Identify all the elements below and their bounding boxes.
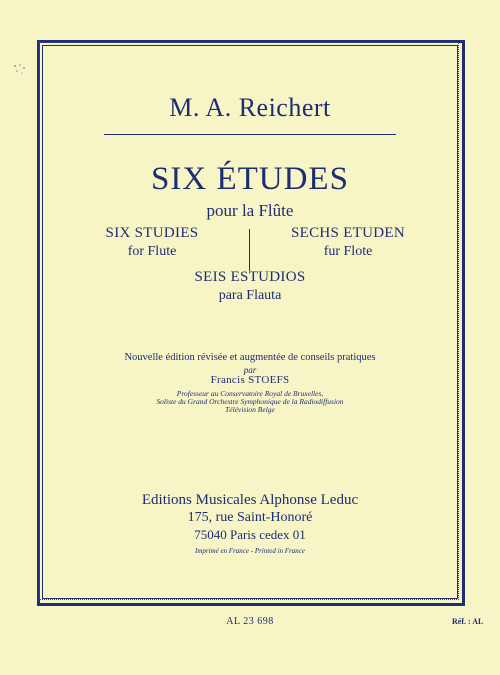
german-title-block [268,225,428,260]
edition-note: Nouvelle édition révisée et augmentée de conseils pratiques [124,352,376,363]
catalog-number: AL 23 698 [226,616,274,627]
publisher-name: Editions Musicales Alphonse Leduc [141,492,359,508]
subtitle-en: for Flute [127,244,177,259]
subtitle-de: fur Flote [323,244,373,259]
editor-credit-line-2: Soliste du Grand Orchestre Symphonique de la Radiodiffusion [156,397,344,406]
par-label: par [243,365,257,375]
editor-name: Francis STOEFS [210,374,290,386]
work-subtitle-fr: pour la Flûte [206,201,294,220]
subtitle-es: para Flauta [218,288,282,303]
editor-credit-line-1: Professeur au Conservatoire Royal de Bruxelles, [176,389,324,398]
cover-content [42,45,458,597]
work-title: SIX ÉTUDES [151,161,349,197]
publisher-address: 175, rue Saint-Honoré [187,510,313,525]
title-en: SIX STUDIES [105,225,199,241]
title-de: SECHS ETUDEN [290,225,406,241]
ink-speck-icon [12,62,28,76]
printed-in-note: Imprimé en France - Printed in France [194,547,306,555]
editor-credit-line-3: Télévision Belge [225,405,275,414]
reference-label: Réf. : AL [452,617,484,626]
composer-rule [104,134,396,135]
title-es: SEIS ESTUDIOS [194,269,306,285]
english-title-block [72,225,232,260]
title-divider [249,229,250,271]
composer-name: M. A. Reichert [169,93,331,122]
publisher-city: 75040 Paris cedex 01 [194,527,306,542]
